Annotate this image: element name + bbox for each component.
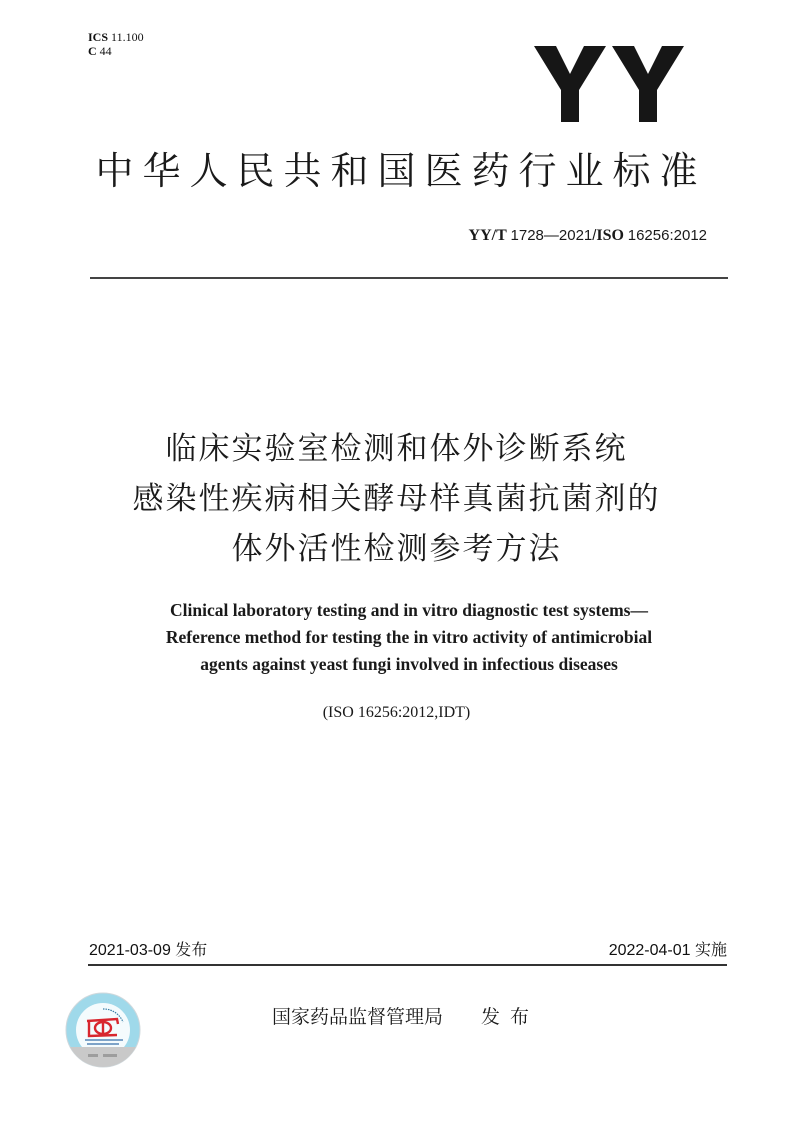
bottom-divider [88, 964, 727, 966]
ccs-code [88, 44, 144, 58]
title-chinese [0, 424, 793, 574]
issue-date [89, 940, 207, 961]
ccs-value: 44 [99, 44, 112, 58]
standard-category-title: 中华人民共和国医药行业标准 [95, 149, 707, 193]
standard-prefix: YY/T [468, 227, 507, 244]
issuer-name: 国家药品监督管理局 [272, 1006, 444, 1028]
issue-date-label: 发布 [175, 940, 208, 959]
yy-standard-logo [532, 44, 688, 124]
issue-date-value: 2021-03-09 [89, 942, 171, 959]
anti-counterfeit-sticker-icon [65, 992, 141, 1068]
title-en-line-1: Clinical laboratory testing and in vitro diagnostic test systems— [169, 600, 648, 620]
iso-prefix: ISO [596, 227, 624, 244]
ics-value: 11.100 [111, 30, 144, 44]
standard-number [469, 226, 707, 246]
title-en-line-3: agents against yeast fungi involved in infectious diseases [200, 654, 618, 674]
iso-equivalence: (ISO 16256:2012,IDT) [322, 704, 471, 721]
title-en-line-2: Reference method for testing the in vitro activity of antimicrobial [165, 627, 653, 647]
ics-code [88, 30, 144, 44]
title-english [0, 597, 793, 678]
standard-number-value: 1728—2021/ [510, 227, 597, 244]
iso-number: 16256:2012 [627, 227, 707, 244]
implementation-date-label: 实施 [694, 940, 727, 959]
title-cn-line-2: 感染性疾病相关酵母样真菌抗菌剂的 [132, 481, 661, 517]
classification-codes [88, 30, 144, 58]
top-divider [90, 277, 728, 279]
ccs-label: C [88, 44, 97, 58]
implementation-date [609, 940, 727, 961]
implementation-date-value: 2022-04-01 [608, 942, 691, 959]
issuer-action: 发布 [481, 1006, 540, 1028]
ics-label: ICS [88, 30, 109, 44]
title-cn-line-1: 临床实验室检测和体外诊断系统 [165, 431, 628, 467]
issuing-authority [272, 1005, 539, 1029]
title-cn-line-3: 体外活性检测参考方法 [231, 531, 562, 567]
